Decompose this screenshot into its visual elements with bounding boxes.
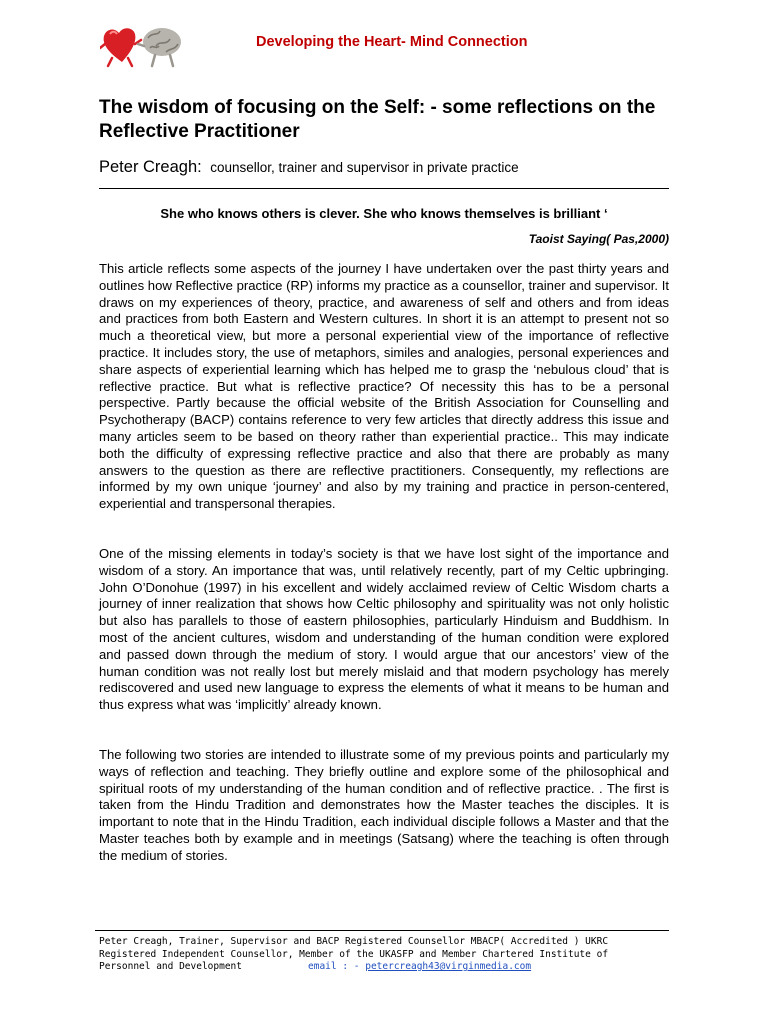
epigraph-source: Taoist Saying( Pas,2000)	[528, 232, 669, 246]
footer-line: Registered Independent Counsellor, Member of the UKASFP and Member Chartered Institute of	[99, 948, 609, 960]
document-title: The wisdom of focusing on the Self: - some reflections on the Reflective Practitioner	[99, 97, 656, 142]
author-line	[99, 158, 519, 177]
title-divider	[99, 188, 669, 189]
brain-character-icon	[138, 28, 181, 66]
email-label: email : -	[308, 961, 360, 972]
heart-brain-logo	[100, 22, 186, 68]
email-link[interactable]: petercreagh43@virginmedia.com	[365, 961, 532, 972]
body-paragraph: One of the missing elements in today’s society is that we have lost sight of the importance and wisdom of a story. An importance that was, until relatively recently, part of my Celtic upbringing. John O’Donohue (1997) in his excellent and widely acclaimed review of Celtic Wisdom charts a journey of inner realization that shows how Celtic philosophy and spirituality was not only holistic but also has parallels to those of eastern philosophies, particularly Hinduism and Buddhism. In most of the ancient cultures, wisdom and understanding of the human condition were explored and passed down through the medium of story. I would argue that our ancestors’ view of the human condition was not really lost but merely mislaid and that modern psychology has merely rediscovered and used new language to express the elements of what it means to be human and thus express what was ‘implicitly’ already known.	[99, 546, 669, 713]
heart-character-icon	[100, 28, 141, 66]
body-paragraph: This article reflects some aspects of the journey I have undertaken over the past thirty years and outlines how Reflective practice (RP) informs my practice as a counsellor, trainer and supervisor. It draws on my experiences of theory, practice, and awareness of self and others and from ideas and practices from both Eastern and Western cultures. In short it is an attempt to present not so much a theoretical view, but more a personal experiential view of the importance of reflective practice. It includes story, the use of metaphors, similes and analogies, personal experiences and share aspects of experiential learning which has helped me to grasp the ‘nebulous cloud’ that is reflective practice. But what is reflective practice? Of necessity this has to be a personal perspective. Partly because the official website of the British Association for Counselling and Psychotherapy (BACP) contains reference to very few articles that directly address this issue and many articles seem to be based on theory rather than experiential practice.. This may indicate both the difficulty of expressing reflective practice and also that there are probably as many answers to the question as there are reflective practitioners. Consequently, my reflections are informed by my own unique ‘journey’ and also by my training and practice in person-centered, experiential and transpersonal therapies.	[99, 261, 669, 512]
footer-line: Peter Creagh, Trainer, Supervisor and BACP Registered Counsellor MBACP( Accredited ) UKRC	[99, 936, 609, 947]
footer	[99, 936, 671, 974]
header-title: Developing the Heart- Mind Connection	[256, 34, 528, 50]
author-role: counsellor, trainer and supervisor in private practice	[210, 160, 519, 175]
body-paragraph: The following two stories are intended to illustrate some of my previous points and particularly my ways of reflection and teaching. They briefly outline and explore some of the philosophical and spiritual roots of my understanding of the human condition and of reflective practice. . The first is taken from the Hindu Tradition and demonstrates how the Master teaches the disciples. It is important to note that in the Hindu Tradition, each individual disciple follows a Master and that the Master teaches both by example and in meetings (Satsang) where the teaching is often through the medium of stories.	[99, 747, 669, 863]
footer-line	[99, 961, 671, 974]
footer-line-text: Personnel and Development	[99, 961, 242, 972]
epigraph-quote: She who knows others is clever. She who knows themselves is brilliant ‘	[160, 206, 608, 221]
author-name: Peter Creagh:	[99, 158, 202, 176]
footer-divider	[95, 930, 669, 931]
